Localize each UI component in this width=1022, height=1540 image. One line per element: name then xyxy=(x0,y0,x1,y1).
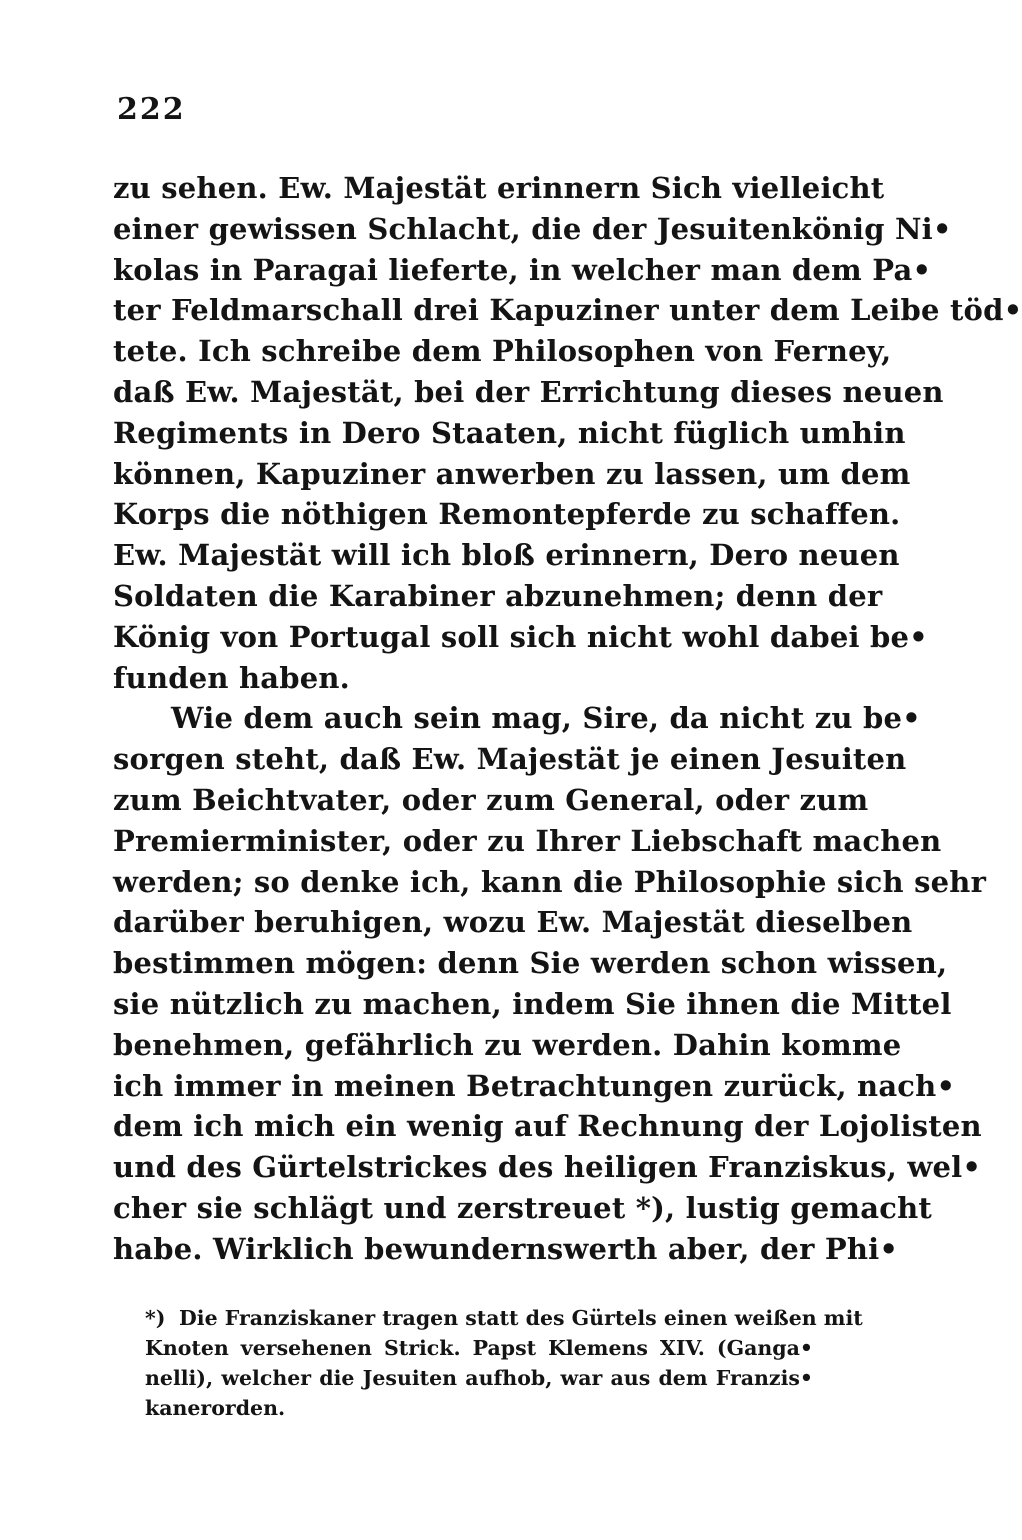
body-line: sie nützlich zu machen, indem Sie ihnen die Mittel xyxy=(113,986,952,1021)
body-line: benehmen, gefährlich zu werden. Dahin komme xyxy=(113,1027,902,1062)
body-line: Regiments in Dero Staaten, nicht füglich umhin xyxy=(113,415,906,450)
body-line: funden haben. xyxy=(113,660,350,695)
body-line: cher sie schlägt und zerstreuet *), lustig gemacht xyxy=(113,1190,932,1225)
body-line: daß Ew. Majestät, bei der Errichtung dieses neuen xyxy=(113,374,944,409)
body-line: können, Kapuziner anwerben zu lassen, um dem xyxy=(113,456,911,491)
body-text xyxy=(113,168,1022,1270)
body-line: Ew. Majestät will ich bloß erinnern, Dero neuen xyxy=(113,538,900,573)
body-line: Soldaten die Karabiner abzunehmen; denn der xyxy=(113,578,883,613)
footnote-line: Die Franziskaner tragen statt des Gürtels einen weißen mit xyxy=(179,1306,863,1330)
footnote-line: Knoten versehenen Strick. Papst Klemens XIV. (Ganga• xyxy=(145,1336,813,1360)
body-line: König von Portugal soll sich nicht wohl dabei be• xyxy=(113,619,928,654)
body-line: einer gewissen Schlacht, die der Jesuitenkönig Ni• xyxy=(113,211,952,246)
footnote xyxy=(145,1303,863,1423)
footnote-line: kanerorden. xyxy=(145,1396,286,1420)
body-line: Premierminister, oder zu Ihrer Liebschaft machen xyxy=(113,823,942,858)
body-line: ich immer in meinen Betrachtungen zurück, nach• xyxy=(113,1068,956,1103)
body-line: darüber beruhigen, wozu Ew. Majestät dieselben xyxy=(113,905,913,940)
body-line: und des Gürtelstrickes des heiligen Franziskus, wel• xyxy=(113,1150,982,1185)
body-line: tete. Ich schreibe dem Philosophen von Ferney, xyxy=(113,334,892,369)
footnote-line: nelli), welcher die Jesuiten aufhob, war aus dem Franzis• xyxy=(145,1366,813,1390)
body-line: werden; so denke ich, kann die Philosophie sich sehr xyxy=(113,864,987,899)
body-line: zum Beichtvater, oder zum General, oder zum xyxy=(113,782,869,817)
body-line: Korps die nöthigen Remontepferde zu schaffen. xyxy=(113,497,901,532)
body-line: sorgen steht, daß Ew. Majestät je einen Jesuiten xyxy=(113,742,907,777)
body-line: bestimmen mögen: denn Sie werden schon wissen, xyxy=(113,946,948,981)
body-line: zu sehen. Ew. Majestät erinnern Sich vielleicht xyxy=(113,171,885,205)
body-line: habe. Wirklich bewundernswerth aber, der Phi• xyxy=(113,1231,899,1266)
body-line-paragraph-start: Wie dem auch sein mag, Sire, da nicht zu be• xyxy=(171,701,921,736)
body-line: dem ich mich ein wenig auf Rechnung der Lojolisten xyxy=(113,1109,982,1144)
footnote-marker: *) xyxy=(145,1306,166,1330)
page-number: 222 xyxy=(117,92,186,127)
body-line: kolas in Paragai lieferte, in welcher man dem Pa• xyxy=(113,252,932,287)
body-line: ter Feldmarschall drei Kapuziner unter dem Leibe töd• xyxy=(113,293,1022,328)
